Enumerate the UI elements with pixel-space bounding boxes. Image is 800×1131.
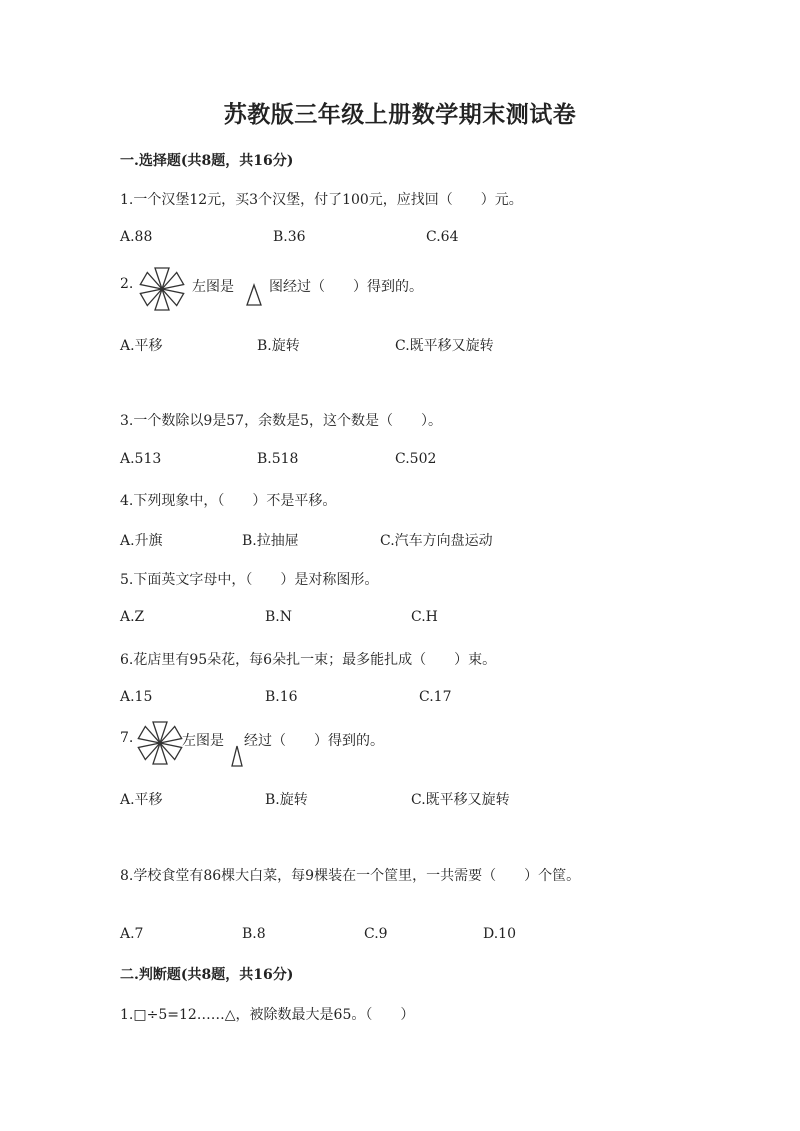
q7-option-a: A.平移 (120, 792, 163, 808)
page-title: 苏教版三年级上册数学期末测试卷 (223, 101, 577, 128)
question-7-text-b: 经过（ ）得到的。 (244, 733, 384, 749)
q8-option-d: D.10 (483, 926, 516, 942)
q5-option-b: B.N (265, 609, 292, 625)
question-5: 5.下面英文字母中，（ ）是对称图形。 (120, 572, 379, 588)
question-3: 3.一个数除以9是57，余数是5，这个数是（ ）。 (120, 413, 442, 429)
triangle-figure-icon (229, 744, 245, 768)
section-title-choice: 一.选择题(共8题，共16分) (120, 153, 294, 169)
q7-option-b: B.旋转 (265, 792, 308, 808)
q3-option-b: B.518 (257, 451, 299, 467)
q1-option-c: C.64 (426, 229, 459, 245)
question-1: 1.一个汉堡12元，买3个汉堡，付了100元，应找回（ ）元。 (120, 192, 523, 208)
q8-option-c: C.9 (364, 926, 388, 942)
question-7-text-a: 左图是 (182, 733, 224, 749)
q2-option-c: C.既平移又旋转 (395, 338, 494, 354)
pinwheel-figure-icon (139, 266, 185, 312)
section-title-judge: 二.判断题(共8题，共16分) (120, 967, 294, 983)
q3-option-c: C.502 (395, 451, 437, 467)
q8-option-a: A.7 (120, 926, 144, 942)
q2-option-a: A.平移 (120, 338, 163, 354)
pinwheel-figure-icon (137, 720, 183, 766)
q6-option-c: C.17 (419, 689, 452, 705)
q2-option-b: B.旋转 (257, 338, 300, 354)
q5-option-c: C.H (411, 609, 438, 625)
triangle-figure-icon (245, 283, 263, 307)
q1-option-b: B.36 (273, 229, 306, 245)
q4-option-c: C.汽车方向盘运动 (380, 533, 493, 549)
question-4: 4.下列现象中，（ ）不是平移。 (120, 493, 337, 509)
judge-question-1: 1.□÷5=12……△，被除数最大是65。（ ） (120, 1007, 415, 1023)
question-6: 6.花店里有95朵花，每6朵扎一束；最多能扎成（ ）束。 (120, 652, 497, 668)
q4-option-b: B.拉抽屉 (242, 533, 299, 549)
q5-option-a: A.Z (120, 609, 145, 625)
q6-option-a: A.15 (120, 689, 153, 705)
q3-option-a: A.513 (120, 451, 162, 467)
question-2-number: 2. (120, 276, 134, 292)
q4-option-a: A.升旗 (120, 533, 163, 549)
q1-option-a: A.88 (120, 229, 153, 245)
question-2-text-b: 图经过（ ）得到的。 (269, 279, 423, 295)
q7-option-c: C.既平移又旋转 (411, 792, 510, 808)
question-2-text-a: 左图是 (192, 279, 234, 295)
q8-option-b: B.8 (242, 926, 266, 942)
question-7-number: 7. (120, 730, 134, 746)
question-8: 8.学校食堂有86棵大白菜，每9棵装在一个筐里，一共需要（ ）个筐。 (120, 868, 581, 884)
q6-option-b: B.16 (265, 689, 298, 705)
